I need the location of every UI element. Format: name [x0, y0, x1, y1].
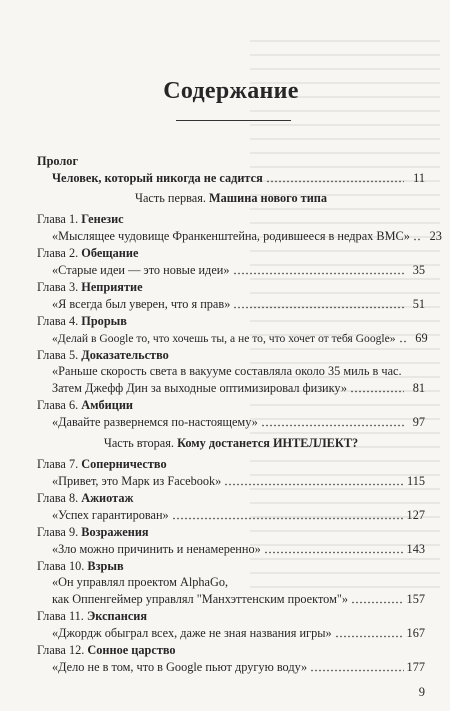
chapter-title: Обещание [81, 246, 139, 260]
page-ref: 115 [407, 474, 425, 488]
chapter-heading [37, 525, 425, 539]
dot-leader [233, 264, 404, 276]
toc-entry[interactable] [52, 228, 442, 243]
chapter-heading [37, 491, 425, 505]
chapter-label: Глава 1. [37, 212, 79, 226]
chapter-label: Глава 3. [37, 280, 79, 294]
chapter-title: Неприятие [81, 280, 143, 294]
dot-leader [266, 172, 404, 184]
chapter-label: Глава 2. [37, 246, 79, 260]
part-heading [37, 191, 425, 205]
title-rule [176, 120, 291, 121]
chapter-title: Сонное царство [87, 643, 176, 657]
chapter-heading [37, 212, 425, 226]
toc-entry[interactable] [52, 414, 425, 428]
toc-entry[interactable] [52, 541, 425, 555]
toc-entry[interactable] [52, 262, 425, 276]
chapter-label: Глава 7. [37, 457, 79, 471]
toc-line-text: «Джордж обыграл всех, даже не зная названия игры» [52, 626, 332, 640]
dot-leader [233, 298, 404, 310]
chapter-title: Генезис [81, 212, 124, 226]
chapter-label: Глава 4. [37, 314, 79, 328]
toc-line-text: «Давайте развернемся по-настоящему» [52, 415, 258, 429]
chapter-title: Соперничество [81, 457, 167, 471]
part-title: Машина нового типа [209, 191, 328, 205]
part-label: Часть вторая. [103, 436, 174, 450]
toc-entry-continued[interactable] [52, 575, 425, 589]
toc-line-text: «Мыслящее чудовище Франкенштейна, родившееся в недрах BMC» [52, 229, 410, 243]
chapter-label: Глава 10. [37, 559, 85, 573]
page-ref: 97 [412, 415, 425, 429]
chapter-label: Глава 9. [37, 525, 79, 539]
chapter-label: Глава 8. [37, 491, 79, 505]
page-ref: 69 [415, 331, 428, 345]
chapter-label: Глава 12. [37, 643, 85, 657]
chapter-title: Экспансия [86, 609, 148, 623]
chapter-title: Доказательство [81, 348, 169, 362]
page-ref: 35 [412, 263, 425, 277]
chapter-heading [37, 643, 425, 657]
chapter-heading [37, 280, 425, 294]
toc-entry[interactable] [52, 625, 425, 639]
page-ref: 177 [406, 660, 425, 674]
toc-line-text: Человек, который никогда не садится [52, 171, 263, 185]
page-ref: 23 [429, 229, 442, 243]
toc-line-text: «Раньше скорость света в вакууме составляла около 35 миль в час. [52, 364, 402, 378]
page-ref: 167 [406, 626, 425, 640]
page-ref: 157 [406, 592, 425, 606]
toc-line-text: «Он управлял проектом AlphaGo, [52, 575, 229, 589]
toc-line-text: «Дело не в том, что в Google пьют другую воду» [52, 660, 308, 674]
chapter-title: Возражения [81, 525, 149, 539]
chapter-label: Глава 5. [37, 348, 79, 362]
toc-line-text: Затем Джефф Дин за выходные оптимизировал физику» [52, 381, 348, 395]
chapter-heading [37, 398, 425, 412]
toc-line-text: как Оппенгеймер управлял "Манхэттенским проектом"» [52, 592, 349, 606]
page-ref: 11 [413, 171, 425, 185]
toc-line-text: «Старые идеи — это новые идеи» [52, 263, 230, 277]
toc-line-text: «Привет, это Марк из Facebook» [52, 474, 222, 488]
page-ref: 81 [412, 381, 425, 395]
toc-page [37, 0, 442, 711]
toc-entry[interactable] [52, 659, 425, 673]
prologue-label: Пролог [37, 154, 79, 168]
dot-leader [351, 593, 404, 605]
toc-entry-prologue[interactable] [52, 170, 425, 184]
toc-entry[interactable] [52, 330, 428, 345]
dot-leader [310, 661, 403, 673]
toc-entry[interactable] [52, 507, 425, 521]
chapter-heading [37, 457, 425, 471]
chapter-heading [37, 246, 425, 260]
dot-leader [264, 543, 404, 555]
dot-leader [172, 509, 404, 521]
chapter-label: Глава 6. [37, 398, 79, 412]
chapter-title: Прорыв [81, 314, 127, 328]
dot-leader [261, 416, 404, 428]
dot-leader [413, 230, 421, 242]
toc-line-text: «Зло можно причинить и ненамеренно» [52, 542, 261, 556]
toc-entry[interactable] [52, 591, 425, 605]
dot-leader [350, 382, 404, 394]
toc-entry[interactable] [52, 296, 425, 310]
dot-leader [335, 627, 404, 639]
page-ref: 51 [412, 297, 425, 311]
page-ref: 127 [406, 508, 425, 522]
part-title: Кому достанется ИНТЕЛЛЕКТ? [177, 436, 359, 450]
chapter-heading [37, 609, 425, 623]
chapter-label: Глава 11. [37, 609, 84, 623]
chapter-heading [37, 314, 425, 328]
page-title: Содержание [163, 78, 299, 104]
chapter-heading [37, 348, 425, 362]
toc-line-text: «Делай в Google то, что хочешь ты, а не то, что хочет от тебя Google» [52, 332, 396, 345]
toc-entry-continued[interactable] [52, 364, 425, 378]
dot-leader [224, 475, 404, 487]
part-label: Часть первая. [134, 191, 206, 205]
toc-entry[interactable] [52, 473, 425, 487]
part-heading [37, 436, 425, 450]
toc-line-text: «Я всегда был уверен, что я прав» [52, 297, 231, 311]
page-number: 9 [418, 685, 425, 699]
chapter-heading [37, 559, 425, 573]
dot-leader [399, 332, 407, 344]
toc-entry[interactable] [52, 380, 425, 394]
chapter-title: Взрыв [87, 559, 124, 573]
prologue-heading [37, 154, 425, 168]
toc-line-text: «Успех гарантирован» [52, 508, 169, 522]
chapter-title: Амбиции [81, 398, 134, 412]
page-ref: 143 [406, 542, 425, 556]
chapter-title: Ажиотаж [81, 491, 134, 505]
